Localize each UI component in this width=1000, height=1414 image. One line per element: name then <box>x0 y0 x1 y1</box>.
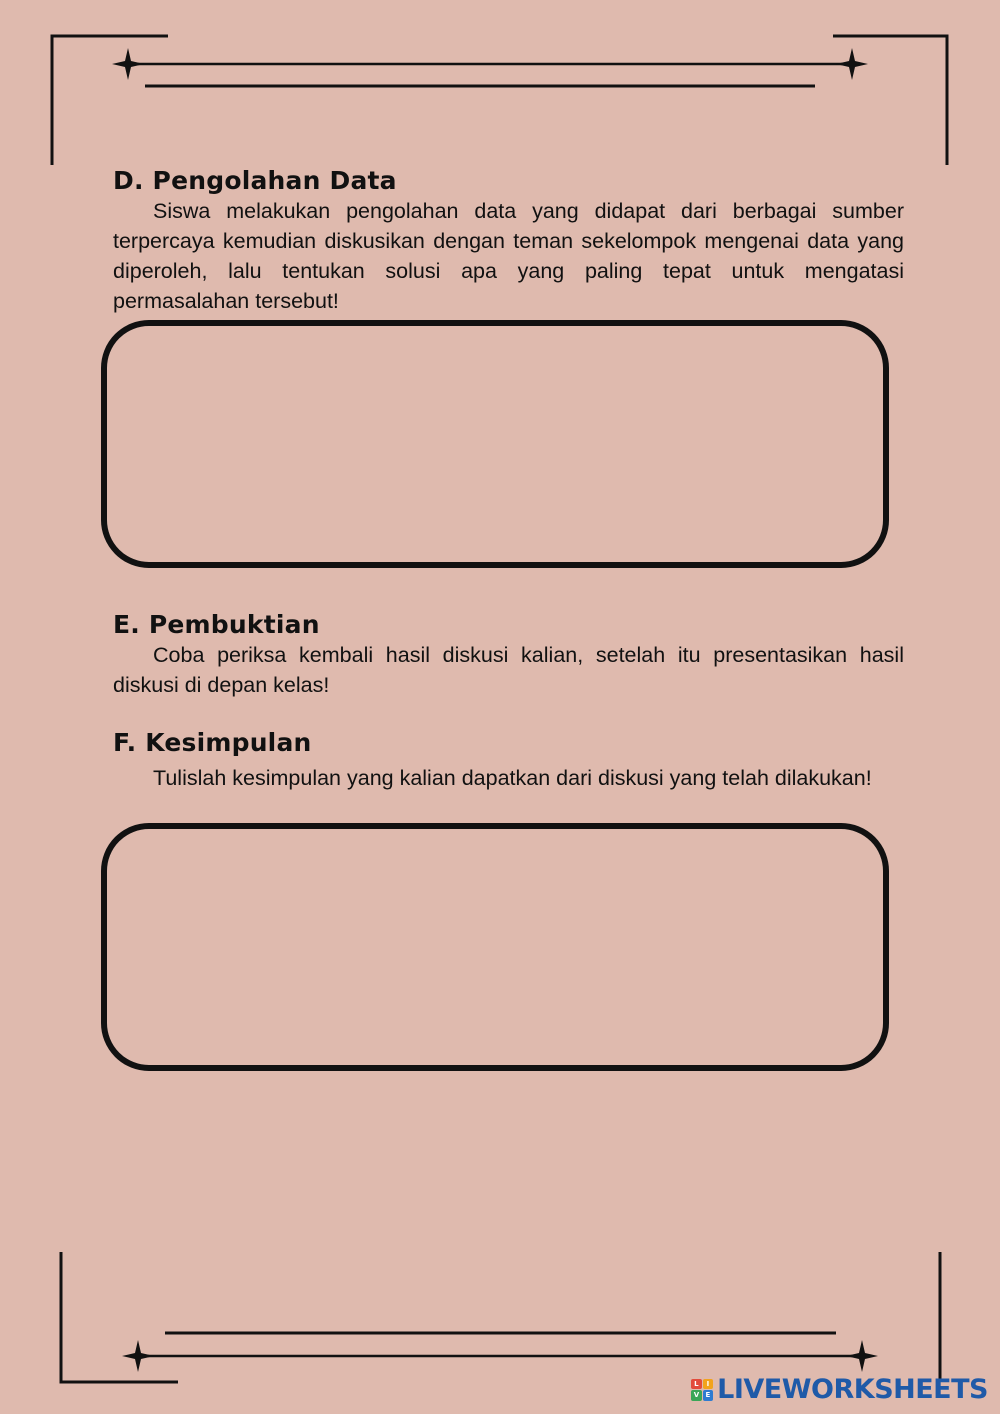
top-right-corner-bracket <box>833 36 947 165</box>
sparkle-icon <box>122 1340 154 1372</box>
sparkle-icon <box>846 1340 878 1372</box>
brand-name: LIVEWORKSHEETS <box>717 1374 988 1405</box>
section-d-text: Siswa melakukan pengolahan data yang didapat dari berbagai sumber terpercaya kemudian diskusikan dengan teman sekelompok mengenai data yang diperoleh, lalu tentukan solusi apa yang paling tepat untuk mengatasi permasalahan tersebut! <box>113 199 904 313</box>
liveworksheets-watermark <box>691 1374 988 1405</box>
section-e-title: E. Pembuktian <box>113 610 320 639</box>
sparkle-icon <box>836 48 868 80</box>
liveworksheets-logo-icon: L I V E <box>691 1379 713 1401</box>
section-f-text: Tulislah kesimpulan yang kalian dapatkan dari diskusi yang telah dilakukan! <box>153 766 872 790</box>
bottom-left-corner-bracket <box>61 1252 178 1382</box>
sparkle-icon <box>112 48 144 80</box>
section-f-title: F. Kesimpulan <box>113 728 312 757</box>
answer-box-kesimpulan[interactable] <box>101 823 889 1071</box>
answer-box-pengolahan-data[interactable] <box>101 320 889 568</box>
section-e-text: Coba periksa kembali hasil diskusi kalian, setelah itu presentasikan hasil diskusi di depan kelas! <box>113 643 904 697</box>
section-d-title: D. Pengolahan Data <box>113 166 397 195</box>
top-left-corner-bracket <box>52 36 168 165</box>
